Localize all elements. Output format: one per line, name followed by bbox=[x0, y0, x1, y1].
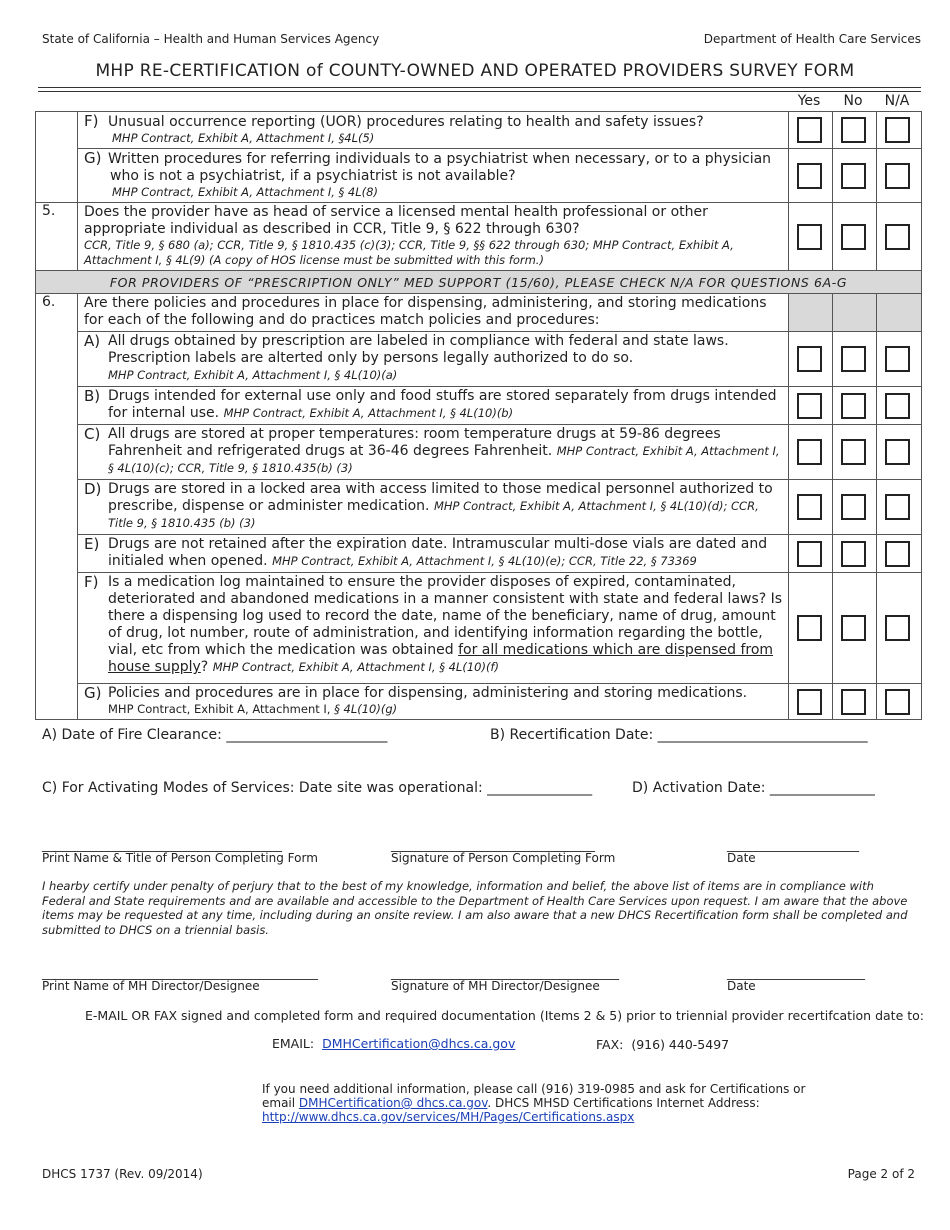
item-text: All drugs obtained by prescription are labeled in compliance with federal and state laws. Prescription labels are alterted only by persons legally authorized to do so. bbox=[108, 333, 729, 366]
yes-cell bbox=[789, 480, 833, 535]
no-cell bbox=[833, 149, 877, 203]
item-text: Unusual occurrence reporting (UOR) procedures relating to health and safety issues? bbox=[108, 114, 704, 130]
form-id: DHCS 1737 (Rev. 09/2014) bbox=[42, 1167, 203, 1181]
na-cell bbox=[877, 332, 922, 387]
item-citation: § 4L(10)(g) bbox=[334, 702, 398, 716]
na-checkbox[interactable] bbox=[885, 615, 910, 641]
yes-cell bbox=[789, 112, 833, 149]
table-row bbox=[36, 535, 922, 573]
table-row bbox=[36, 112, 922, 149]
director-date-label: Date bbox=[727, 979, 756, 993]
contact-email-link[interactable]: DMHCertification@ dhcs.ca.gov bbox=[298, 1096, 488, 1110]
item-6e bbox=[78, 535, 789, 573]
item-letter: F) bbox=[84, 573, 99, 591]
no-checkbox[interactable] bbox=[841, 393, 866, 419]
item-6f bbox=[78, 573, 789, 684]
no-checkbox[interactable] bbox=[841, 615, 866, 641]
question-number: 5. bbox=[36, 203, 78, 271]
certification-statement: I hearby certify under penalty of perjury that to the best of my knowledge, information and belief, the above list of items are in compliance with Federal and State requirements and are available and accessible to the Department of Health Care Services upon request. I am aware that the above items may be requested at any time, including during an onsite review. I am also aware that a new DHCS Recertification form shall be completed and submitted to DHCS on a triennial basis. bbox=[42, 879, 908, 937]
email-label: EMAIL: bbox=[272, 1036, 315, 1051]
item-6g bbox=[78, 684, 789, 720]
signature-label: Signature of Person Completing Form bbox=[391, 851, 616, 865]
no-cell bbox=[833, 573, 877, 684]
page-number: Page 2 of 2 bbox=[847, 1167, 915, 1181]
item-citation-plain: MHP Contract, Exhibit A, Attachment I, bbox=[108, 702, 331, 716]
table-row bbox=[36, 573, 922, 684]
certifications-url-link[interactable]: http://www.dhcs.ca.gov/services/MH/Pages/Certifications.aspx bbox=[262, 1110, 635, 1124]
item-text: Written procedures for referring individuals to a psychiatrist when necessary, or to a physician bbox=[108, 151, 772, 167]
director-name-line[interactable]: ______________________________________________ bbox=[42, 966, 318, 980]
table-row bbox=[36, 294, 922, 332]
email-link[interactable]: DMHCertification@dhcs.ca.gov bbox=[322, 1036, 516, 1051]
column-header-no: No bbox=[843, 93, 863, 109]
signature-line[interactable]: __________________________________ bbox=[391, 838, 595, 852]
na-checkbox[interactable] bbox=[885, 439, 910, 465]
question-citation: CCR, Title 9, § 680 (a); CCR, Title 9, § 1810.435 (c)(3); CCR, Title 9, §§ 622 through 630; MHP Contract, Exhibit A, Attachment I, § 4L(9) (A copy of HOS license must be submitted with this form.) bbox=[84, 238, 734, 267]
yes-cell bbox=[789, 425, 833, 480]
director-name-label: Print Name of MH Director/Designee bbox=[42, 979, 260, 993]
na-cell bbox=[877, 149, 922, 203]
na-checkbox[interactable] bbox=[885, 689, 910, 715]
item-6a bbox=[78, 332, 789, 387]
yes-checkbox[interactable] bbox=[797, 117, 822, 143]
fax-number: (916) 440-5497 bbox=[631, 1037, 730, 1052]
na-cell bbox=[877, 535, 922, 573]
item-citation: MHP Contract, Exhibit A, Attachment I, § 4L(10)(f) bbox=[212, 660, 499, 674]
no-cell bbox=[833, 203, 877, 271]
item-citation: MHP Contract, Exhibit A, Attachment I, § 4L(10)(b) bbox=[223, 406, 514, 420]
fire-clearance-field[interactable]: A) Date of Fire Clearance: _______________________ bbox=[42, 727, 388, 743]
no-cell bbox=[833, 535, 877, 573]
title-rule-top bbox=[38, 87, 921, 88]
print-name-label: Print Name & Title of Person Completing Form bbox=[42, 851, 318, 865]
no-cell bbox=[833, 112, 877, 149]
question-number: 6. bbox=[36, 294, 78, 720]
item-citation: MHP Contract, Exhibit A, Attachment I, § 4L(10)(d); CCR, Title 9, § 1810.435 (b) (3) bbox=[108, 499, 759, 530]
shaded-cell bbox=[789, 294, 833, 332]
yes-checkbox[interactable] bbox=[797, 494, 822, 520]
na-cell bbox=[877, 684, 922, 720]
yes-checkbox[interactable] bbox=[797, 541, 822, 567]
item-letter: D) bbox=[84, 480, 102, 498]
yes-checkbox[interactable] bbox=[797, 615, 822, 641]
no-checkbox[interactable] bbox=[841, 117, 866, 143]
item-text: All drugs are stored at proper temperatures: room temperature drugs at 59-86 degrees Fahrenheit and refrigerated drugs at 36-46 degrees Fahrenheit. bbox=[108, 426, 721, 459]
no-checkbox[interactable] bbox=[841, 224, 866, 250]
item-letter: F) bbox=[84, 112, 99, 130]
na-cell bbox=[877, 480, 922, 535]
item-letter: G) bbox=[84, 149, 102, 167]
yes-cell bbox=[789, 535, 833, 573]
no-checkbox[interactable] bbox=[841, 163, 866, 189]
yes-cell bbox=[789, 149, 833, 203]
na-checkbox[interactable] bbox=[885, 224, 910, 250]
operational-date-field[interactable]: C) For Activating Modes of Services: Date site was operational: _______________ bbox=[42, 780, 593, 796]
no-checkbox[interactable] bbox=[841, 439, 866, 465]
question-number-cell bbox=[36, 112, 78, 203]
item-g-top bbox=[78, 149, 789, 203]
na-checkbox[interactable] bbox=[885, 163, 910, 189]
submission-instruction: E-MAIL OR FAX signed and completed form and required documentation (Items 2 & 5) prior to triennial provider recertifcation date to: bbox=[85, 1008, 925, 1023]
question-6: Are there policies and procedures in place for dispensing, administering, and storing medications for each of the following and do practices match policies and procedures: bbox=[78, 294, 789, 332]
item-citation: MHP Contract, Exhibit A, Attachment I, § 4L(10)(a) bbox=[108, 368, 398, 382]
no-cell bbox=[833, 425, 877, 480]
yes-checkbox[interactable] bbox=[797, 346, 822, 372]
item-6d bbox=[78, 480, 789, 535]
title-rule-bottom bbox=[38, 91, 921, 92]
question-5 bbox=[78, 203, 789, 271]
na-checkbox[interactable] bbox=[885, 346, 910, 372]
table-row bbox=[36, 271, 922, 294]
no-checkbox[interactable] bbox=[841, 689, 866, 715]
yes-cell bbox=[789, 203, 833, 271]
yes-cell bbox=[789, 332, 833, 387]
shaded-cell bbox=[833, 294, 877, 332]
survey-table bbox=[35, 111, 922, 720]
department-name: Department of Health Care Services bbox=[703, 32, 921, 46]
item-text: Drugs are stored in a locked area with access limited to those medical personnel authorized to prescribe, dispense or administer medication. bbox=[108, 481, 773, 514]
na-checkbox[interactable] bbox=[885, 494, 910, 520]
email-row bbox=[272, 1036, 515, 1051]
table-row bbox=[36, 387, 922, 425]
item-citation: MHP Contract, Exhibit A, Attachment I, § 4L(8) bbox=[112, 185, 378, 199]
na-cell bbox=[877, 203, 922, 271]
table-row bbox=[36, 203, 922, 271]
item-text: Is a medication log maintained to ensure the provider disposes of expired, contaminated, deteriorated and abandoned medications in a manner consistent with state and federal laws? Is there a dispensing log used to record the date, name of the beneficiary, name of drug, amount of drug, lot number, route of administration, and identifying information regarding the bottle, vial, etc from which the medication was obtained bbox=[108, 574, 783, 658]
yes-checkbox[interactable] bbox=[797, 689, 822, 715]
no-checkbox[interactable] bbox=[841, 494, 866, 520]
director-date-line[interactable]: _______________________ bbox=[727, 966, 865, 980]
item-6b bbox=[78, 387, 789, 425]
contact-line-2 bbox=[262, 1096, 805, 1110]
recertification-date-field[interactable]: B) Recertification Date: ______________________________ bbox=[490, 727, 868, 743]
item-text-underlined: for all medications which are dispensed from house supply bbox=[108, 642, 774, 675]
print-name-line[interactable]: ________________________________________ bbox=[42, 838, 282, 852]
na-cell bbox=[877, 573, 922, 684]
yes-checkbox[interactable] bbox=[797, 439, 822, 465]
na-cell bbox=[877, 425, 922, 480]
item-text: Drugs intended for external use only and food stuffs are stored separately from drugs intended for internal use. bbox=[108, 388, 777, 421]
column-header-na: N/A bbox=[884, 93, 910, 109]
na-checkbox[interactable] bbox=[885, 393, 910, 419]
contact-line-1: If you need additional information, please call (916) 319-0985 and ask for Certifications or bbox=[262, 1082, 806, 1096]
fax-label: FAX: bbox=[596, 1037, 624, 1052]
yes-cell bbox=[789, 684, 833, 720]
yes-checkbox[interactable] bbox=[797, 163, 822, 189]
shaded-cell bbox=[877, 294, 922, 332]
item-text: Policies and procedures are in place for dispensing, administering and storing medications. bbox=[108, 685, 748, 701]
na-cell bbox=[877, 387, 922, 425]
item-letter: B) bbox=[84, 387, 101, 405]
item-f-top bbox=[78, 112, 789, 149]
yes-cell bbox=[789, 387, 833, 425]
no-checkbox[interactable] bbox=[841, 541, 866, 567]
no-cell bbox=[833, 387, 877, 425]
no-cell bbox=[833, 684, 877, 720]
item-text: Drugs are not retained after the expiration date. Intramuscular multi-dose vials are dated and initialed when opened. bbox=[108, 536, 768, 569]
contact-info bbox=[262, 1082, 805, 1124]
yes-checkbox[interactable] bbox=[797, 224, 822, 250]
fax-row bbox=[596, 1037, 729, 1052]
item-citation: MHP Contract, Exhibit A, Attachment I, § 4L(10)(c); CCR, Title 9, § 1810.435(b) (3) bbox=[108, 444, 780, 475]
director-signature-line[interactable]: ______________________________________ bbox=[391, 966, 619, 980]
form-title: MHP RE-CERTIFICATION of COUNTY-OWNED AND OPERATED PROVIDERS SURVEY FORM bbox=[95, 61, 855, 81]
yes-cell bbox=[789, 573, 833, 684]
no-cell bbox=[833, 480, 877, 535]
yes-checkbox[interactable] bbox=[797, 393, 822, 419]
date-label: Date bbox=[727, 851, 756, 865]
na-checkbox[interactable] bbox=[885, 117, 910, 143]
item-6c bbox=[78, 425, 789, 480]
table-row bbox=[36, 149, 922, 203]
table-row bbox=[36, 480, 922, 535]
na-checkbox[interactable] bbox=[885, 541, 910, 567]
no-cell bbox=[833, 332, 877, 387]
question-text: Does the provider have as head of service a licensed mental health professional or other appropriate individual as described in CCR, Title 9, § 622 through 630? bbox=[84, 204, 708, 237]
table-row bbox=[36, 684, 922, 720]
item-citation: MHP Contract, Exhibit A, Attachment I, § 4L(10)(e); CCR, Title 22, § 73369 bbox=[272, 554, 697, 568]
table-row bbox=[36, 425, 922, 480]
column-header-yes: Yes bbox=[797, 93, 821, 109]
contact-internet-label: . DHCS MHSD Certifications Internet Address: bbox=[487, 1096, 760, 1110]
med-support-banner: FOR PROVIDERS OF “PRESCRIPTION ONLY” MED SUPPORT (15/60), PLEASE CHECK N/A FOR QUESTIONS 6A-G bbox=[36, 271, 922, 294]
item-letter: A) bbox=[84, 332, 101, 350]
table-row bbox=[36, 332, 922, 387]
item-letter: C) bbox=[84, 425, 101, 443]
item-letter: G) bbox=[84, 684, 102, 702]
contact-email-prefix: email bbox=[262, 1096, 296, 1110]
item-letter: E) bbox=[84, 535, 100, 553]
agency-name: State of California – Health and Human Services Agency bbox=[42, 32, 380, 46]
item-question-mark: ? bbox=[200, 659, 209, 675]
no-checkbox[interactable] bbox=[841, 346, 866, 372]
director-signature-label: Signature of MH Director/Designee bbox=[391, 979, 600, 993]
item-citation: MHP Contract, Exhibit A, Attachment I, §4L(5) bbox=[112, 131, 375, 145]
date-line[interactable]: ______________________ bbox=[727, 838, 859, 852]
na-cell bbox=[877, 112, 922, 149]
activation-date-field[interactable]: D) Activation Date: _______________ bbox=[632, 780, 875, 796]
item-text-continued: who is not a psychiatrist, if a psychiatrist is not available? bbox=[110, 168, 516, 184]
